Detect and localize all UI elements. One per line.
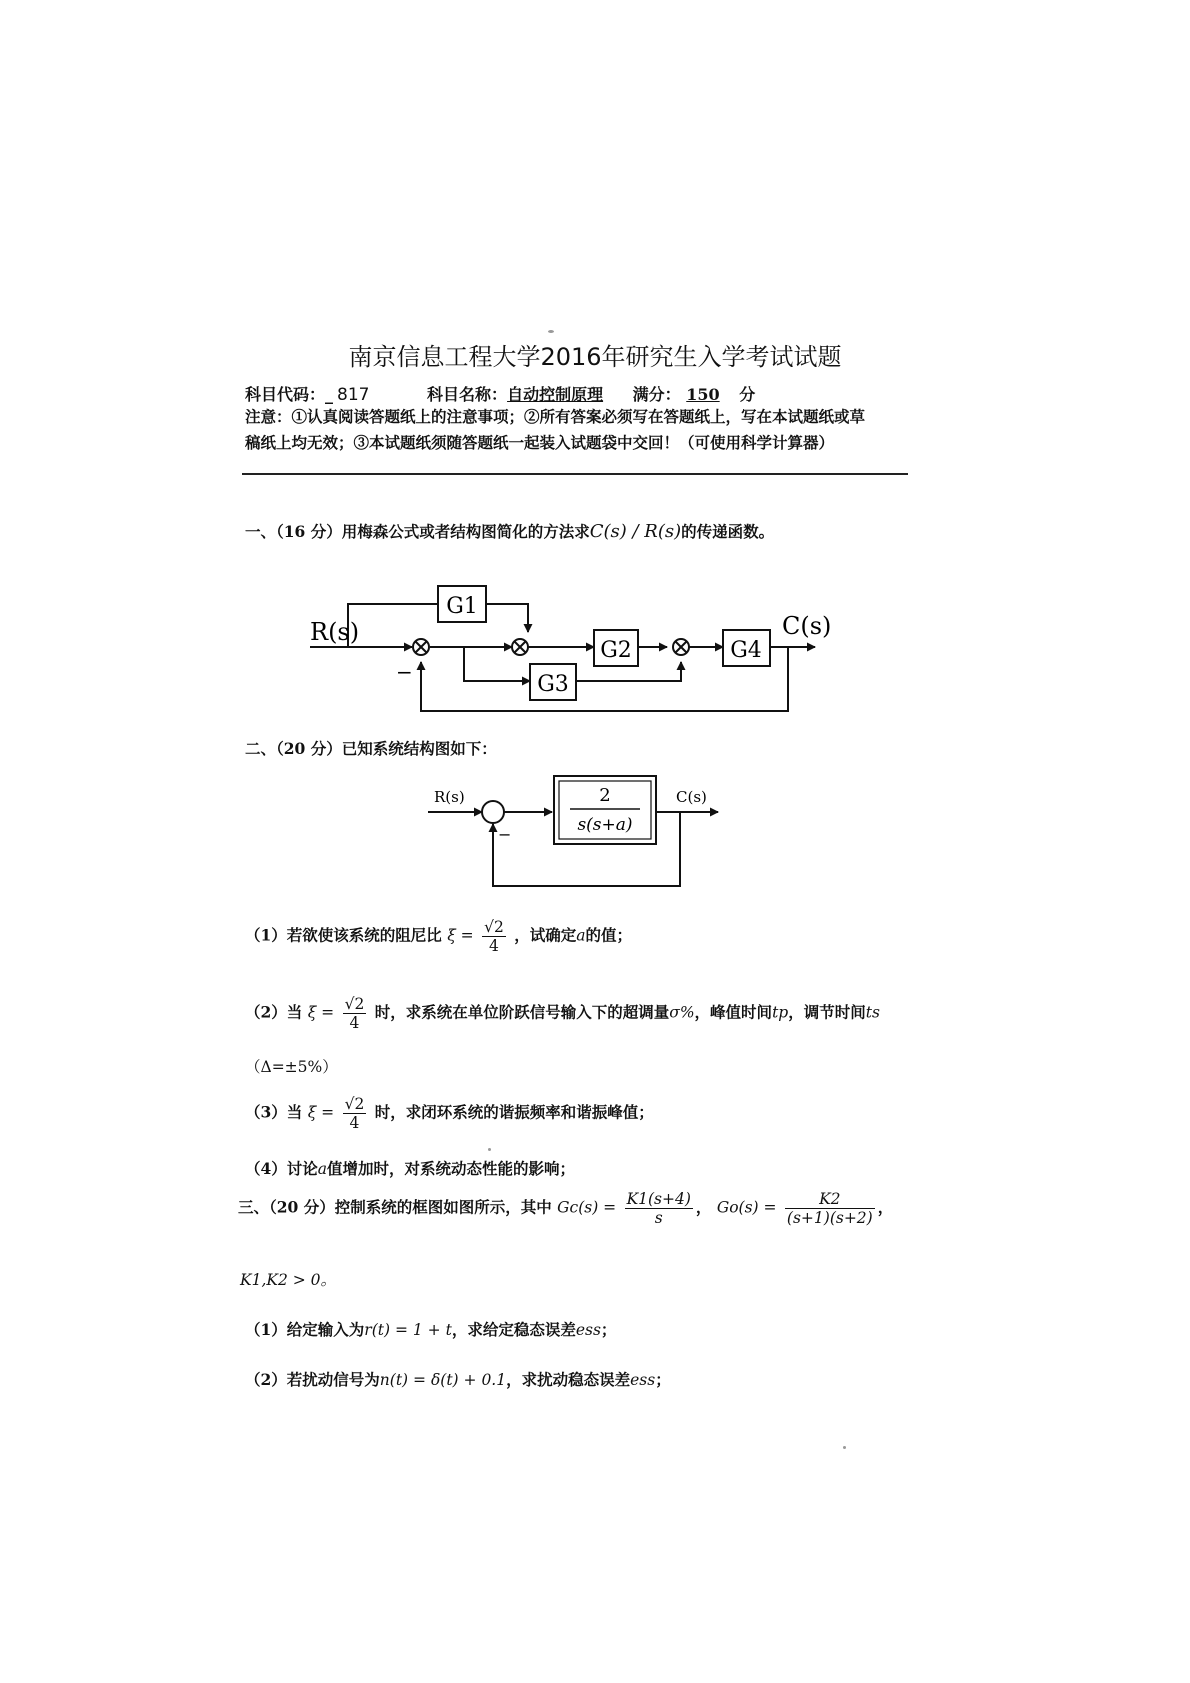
go-num: K2 — [785, 1190, 875, 1209]
q2-sub1-text-b: ，试确定 — [514, 925, 577, 945]
xi-lhs: ξ = — [307, 1103, 335, 1122]
q2-sub3-text-b: 时，求闭环系统的谐振频率和谐振峰值； — [374, 1102, 654, 1122]
xi-den: 4 — [489, 937, 499, 955]
q3-tail: ， — [877, 1197, 894, 1217]
q2-sub-2-line-2: （Δ=±5%） — [245, 1058, 338, 1076]
exam-meta-line — [245, 382, 755, 405]
q3-sub2-text-b: ，求扰动稳态误差 — [506, 1370, 631, 1389]
subject-name: 自动控制原理 — [507, 385, 604, 404]
notice-line-1: 注意：①认真阅读答题纸上的注意事项；②所有答案必须写在答题纸上，写在本试题纸或草 — [245, 407, 866, 426]
q3-sub1-text-c: ； — [600, 1320, 617, 1339]
q3-sub1-text-b: ，求给定稳态误差 — [451, 1320, 576, 1339]
q2-sub1-text-a: （1）若欲使该系统的阻尼比 — [245, 925, 442, 945]
xi-num: √2 — [484, 918, 504, 936]
q2-tf-numerator: 2 — [599, 785, 611, 806]
q2-sub3-text-a: （3）当 — [245, 1102, 303, 1122]
q3-condition — [240, 1268, 336, 1290]
gc-fraction — [625, 1190, 693, 1227]
q1-prefix: 一、（16 分）用梅森公式或者结构图简化的方法求 — [245, 522, 590, 541]
gc-num: K1(s+4) — [626, 1190, 691, 1208]
q3-sub-1 — [245, 1318, 616, 1340]
q2-tf-denominator: s(s+a) — [577, 815, 633, 835]
q1-suffix: 的传递函数。 — [681, 522, 775, 541]
xi-den: 4 — [349, 1014, 360, 1032]
subject-code-label: 科目代码：_ — [245, 385, 334, 404]
q3-sub1-error-symbol: ess — [575, 1321, 601, 1339]
score-unit: 分 — [739, 385, 756, 404]
q2-sub-3 — [245, 1095, 654, 1132]
q1-output-label: C(s) — [782, 612, 832, 640]
go-den: (s+1)(s+2) — [786, 1209, 873, 1227]
header-divider — [242, 473, 908, 475]
a-symbol: a — [576, 926, 586, 945]
overshoot-symbol: σ% — [669, 1003, 695, 1022]
q3-sub2-text-a: （2）若扰动信号为 — [245, 1370, 380, 1389]
q2-sub1-text-c: 的值； — [585, 925, 632, 945]
xi-lhs: ξ = — [447, 926, 474, 945]
q3-sub2-text-c: ； — [655, 1370, 671, 1389]
q3-sub2-error-symbol: ess — [630, 1371, 656, 1389]
q3-cond-text: K1,K2 > 0。 — [240, 1271, 337, 1289]
settling-time-symbol: ts — [865, 1003, 880, 1022]
subject-name-label: 科目名称： — [427, 385, 508, 404]
xi-fraction — [482, 918, 506, 955]
q2-sub2-text-c: ，峰值时间 — [694, 1002, 773, 1022]
score-value: 150 — [686, 385, 720, 404]
exam-title: 南京信息工程大学2016年研究生入学考试试题 — [348, 343, 842, 371]
block-g3-label: G3 — [537, 672, 569, 697]
q3-separator: ， — [695, 1197, 712, 1217]
q2-output-label: C(s) — [676, 788, 707, 806]
xi-fraction — [343, 1095, 367, 1132]
go-lhs: Go(s) = — [716, 1198, 777, 1217]
go-fraction — [785, 1190, 875, 1227]
q3-sub2-formula: n(t) = δ(t) + 0.1 — [379, 1371, 507, 1389]
q3-sub1-formula: r(t) = 1 + t — [364, 1321, 452, 1339]
q2-sub2-text-a: （2）当 — [245, 1002, 303, 1022]
question-1-text — [245, 520, 774, 542]
q3-sub1-text-a: （1）给定输入为 — [245, 1320, 365, 1339]
xi-num: √2 — [344, 1095, 365, 1113]
q2-sub4-text-a: （4）讨论 — [245, 1159, 318, 1178]
gc-den: s — [654, 1209, 663, 1227]
q2-sub-1 — [245, 918, 632, 955]
score-label: 满分： — [632, 385, 681, 404]
notice-line-2: 稿纸上均无效；③本试题纸须随答题纸一起装入试题袋中交回！（可使用科学计算器） — [245, 433, 835, 452]
q3-text-a: 三、（20 分）控制系统的框图如图所示，其中 — [238, 1197, 552, 1217]
question-2-text: 二、（20 分）已知系统结构图如下： — [245, 739, 497, 758]
question-3-text — [238, 1190, 893, 1227]
q2-minus-sign: − — [498, 825, 512, 844]
xi-num: √2 — [344, 995, 365, 1013]
q1-formula: C(s) / R(s) — [589, 521, 682, 542]
q2-sub-4 — [245, 1157, 575, 1179]
peak-time-symbol: tp — [772, 1003, 789, 1022]
block-g4-label: G4 — [730, 638, 762, 663]
q1-block-diagram — [310, 578, 850, 723]
q3-sub-2 — [245, 1368, 671, 1390]
xi-lhs: ξ = — [307, 1003, 335, 1022]
q2-sub2-text-d: ，调节时间 — [788, 1002, 866, 1022]
q2-sub-2 — [245, 995, 880, 1032]
q1-input-label: R(s) — [310, 618, 360, 646]
a-symbol: a — [317, 1160, 328, 1178]
subject-code: 817 — [337, 385, 370, 405]
q2-sub2-text-b: 时，求系统在单位阶跃信号输入下的超调量 — [374, 1002, 670, 1022]
q2-block-diagram — [428, 768, 728, 896]
xi-fraction — [343, 995, 367, 1032]
q2-input-label: R(s) — [434, 788, 465, 806]
xi-den: 4 — [349, 1114, 360, 1132]
q1-minus-sign: − — [396, 660, 413, 684]
q2-sub4-text-b: 值增加时，对系统动态性能的影响； — [327, 1159, 576, 1178]
block-g2-label: G2 — [600, 638, 632, 663]
gc-lhs: Gc(s) = — [557, 1198, 617, 1217]
block-g1-label: G1 — [446, 594, 478, 619]
